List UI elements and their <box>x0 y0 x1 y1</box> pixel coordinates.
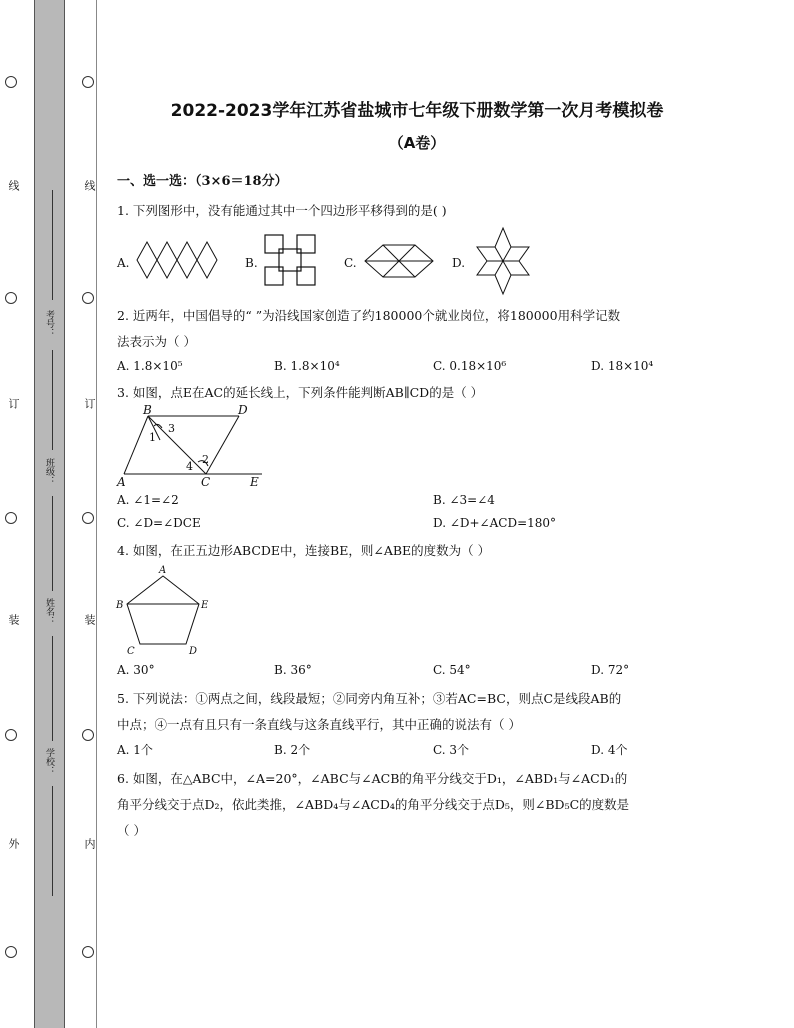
question-6-line2: 角平分线交于点D₂，依此类推，∠ABD₄与∠ACD₄的角平分线交于点D₅，则∠BD₅C的度数是 <box>117 797 630 812</box>
q1-option-label: C. <box>344 256 357 270</box>
q1-figure-a-rhombus-chain <box>135 240 220 280</box>
question-3-stem: 3. 如图，点E在AC的延长线上，下列条件能判断AB∥CD的是（ ） <box>117 385 484 400</box>
field-underline <box>52 350 53 450</box>
punch-hole <box>5 512 17 524</box>
punch-hole <box>5 292 17 304</box>
q3-option-d: D. ∠D+∠ACD=180° <box>433 516 557 530</box>
q3-label-d: D <box>238 404 248 417</box>
q1-figure-d-star-of-rhombuses <box>470 226 536 296</box>
page-subtitle: （A卷） <box>388 134 446 152</box>
question-5-line1: 5. 下列说法：①两点之间，线段最短；②同旁内角互补；③若AC=BC，则点C是线段AB的 <box>117 691 622 706</box>
q4-label-a: A <box>159 565 167 576</box>
q3-option-a: A. ∠1=∠2 <box>117 493 179 507</box>
q3-option-c: C. ∠D=∠DCE <box>117 516 201 530</box>
q2-option-a: A. 1.8×10⁵ <box>117 359 183 373</box>
q5-option-b: B. 2个 <box>274 743 311 757</box>
page-title: 2022-2023学年江苏省盐城市七年级下册数学第一次月考模拟卷 <box>170 101 664 121</box>
q2-option-c: C. 0.18×10⁶ <box>433 359 507 373</box>
q1-option-label: B. <box>245 256 258 270</box>
question-4-stem: 4. 如图，在正五边形ABCDE中，连接BE，则∠ABE的度数为（ ） <box>117 543 491 558</box>
field-label-name: 姓名： <box>44 598 54 625</box>
q3-label-angle1: 1 <box>149 431 156 444</box>
q4-figure-pentagon <box>113 562 213 656</box>
punch-hole <box>5 729 17 741</box>
q4-option-a: A. 30° <box>117 663 155 677</box>
binding-char-outer: 外 <box>7 838 20 849</box>
q5-option-c: C. 3个 <box>433 743 470 757</box>
question-1-stem: 1. 下列图形中，没有能通过其中一个四边形平移得到的是( ) <box>117 203 447 218</box>
q1-figure-b-square-lattice <box>263 233 319 289</box>
binding-char-inner: 装 <box>83 614 96 625</box>
q4-option-d: D. 72° <box>591 663 630 677</box>
binding-line-right <box>64 0 65 1028</box>
binding-char-outer: 线 <box>7 180 20 191</box>
q4-label-b: B <box>116 600 124 611</box>
question-2-line2: 法表示为（ ） <box>117 334 196 349</box>
q3-figure-parallelogram <box>114 404 274 490</box>
binding-dashed-line <box>96 0 97 1028</box>
question-2-line1: 2. 近两年，中国倡导的“ ”为沿线国家创造了约180000个就业岗位，将180000用科学记数 <box>117 308 621 323</box>
field-label-class: 班级： <box>44 458 54 485</box>
q3-option-b: B. ∠3=∠4 <box>433 493 495 507</box>
q3-label-b: B <box>143 404 152 417</box>
binding-char-outer: 订 <box>7 398 20 409</box>
q2-option-b: B. 1.8×10⁴ <box>274 359 340 373</box>
field-underline <box>52 496 53 591</box>
q2-option-d: D. 18×10⁴ <box>591 359 654 373</box>
binding-margin-band <box>34 0 64 1028</box>
punch-hole <box>5 946 17 958</box>
binding-char-inner: 订 <box>83 398 96 409</box>
punch-hole <box>82 946 94 958</box>
q3-label-angle3: 3 <box>168 422 175 435</box>
q1-option-label: D. <box>452 256 466 270</box>
q5-option-a: A. 1个 <box>117 743 153 757</box>
q4-label-e: E <box>201 600 209 611</box>
binding-line-left <box>34 0 35 1028</box>
punch-hole <box>5 76 17 88</box>
q1-option-label: A. <box>117 256 130 270</box>
punch-hole <box>82 76 94 88</box>
q3-label-e: E <box>250 475 259 489</box>
binding-char-inner: 内 <box>83 838 96 849</box>
field-label-exam-number: 考号： <box>44 310 54 337</box>
q4-label-c: C <box>127 646 135 656</box>
punch-hole <box>82 729 94 741</box>
question-6-line3: （ ） <box>117 823 146 838</box>
field-label-school: 学校： <box>44 748 54 775</box>
question-6-line1: 6. 如图，在△ABC中，∠A=20°，∠ABC与∠ACB的角平分线交于D₁，∠ABD₁与∠ACD₁的 <box>117 771 628 786</box>
q4-option-b: B. 36° <box>274 663 312 677</box>
q3-label-a: A <box>117 475 126 489</box>
punch-hole <box>82 512 94 524</box>
q5-option-d: D. 4个 <box>591 743 628 757</box>
q1-figure-c-rhombus-group <box>363 243 435 279</box>
q3-label-angle2: 2 <box>202 453 209 466</box>
binding-char-outer: 装 <box>7 614 20 625</box>
q4-option-c: C. 54° <box>433 663 471 677</box>
field-underline <box>52 786 53 896</box>
binding-char-inner: 线 <box>83 180 96 191</box>
question-5-line2: 中点；④一点有且只有一条直线与这条直线平行，其中正确的说法有（ ） <box>117 717 521 732</box>
q3-label-angle4: 4 <box>186 460 193 473</box>
q4-label-d: D <box>189 646 198 656</box>
field-underline <box>52 636 53 741</box>
punch-hole <box>82 292 94 304</box>
section-heading: 一、选一选：（3×6＝18分） <box>117 174 288 189</box>
field-underline <box>52 190 53 300</box>
q3-label-c: C <box>201 475 211 489</box>
